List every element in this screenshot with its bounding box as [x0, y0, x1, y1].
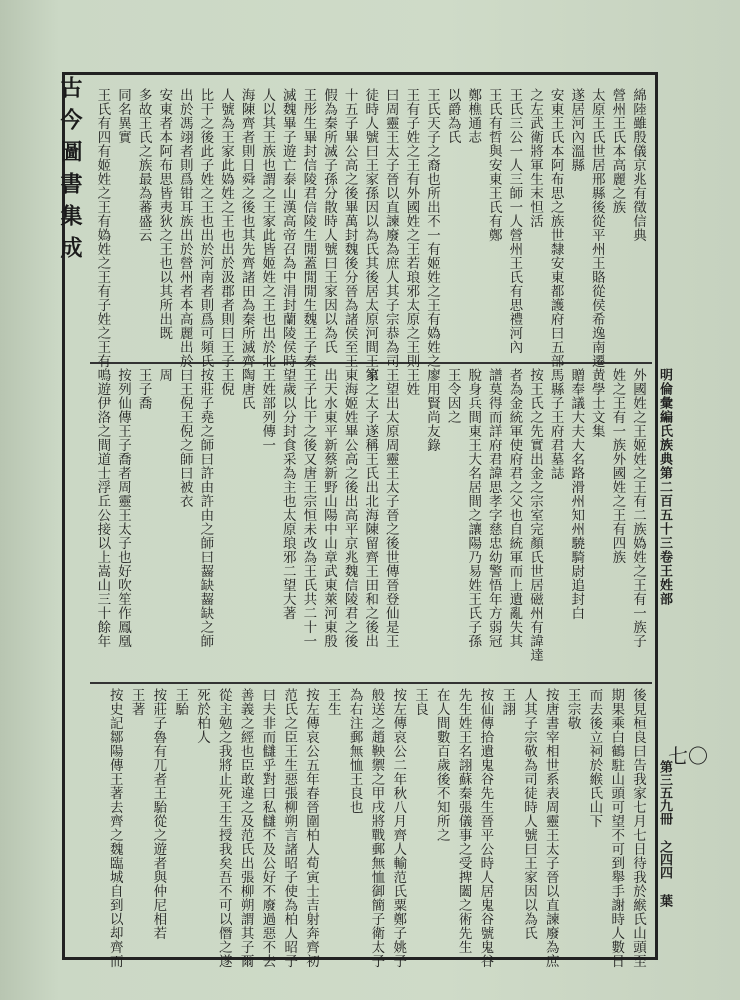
upper-columns-line: 安東王氏本阿布思之族世隸安東都護府曰五部: [547, 88, 564, 368]
middle-columns-line: 陶唐氏: [238, 368, 255, 410]
lower-columns-line: 而去後立祠於緱氏山下: [586, 688, 603, 828]
middle-columns-line: 王倪: [218, 368, 234, 396]
middle-columns-line: 按列仙傳王子喬者周靈王太子也好吹笙作鳳凰: [115, 368, 131, 648]
middle-columns-line: 王姓部列傳一: [259, 368, 276, 452]
volume-label: 第三五九冊 之四四 葉: [657, 760, 672, 907]
lower-columns-line: 按唐書宰相世系表周靈王太子晉以直諫廢為庶: [542, 688, 559, 968]
lower-columns-line: 按仙傳拾遺鬼谷先生晉平公時人居鬼谷號鬼谷: [477, 688, 494, 968]
middle-columns-line: 鳴遊伊洛之間道士浮丘公接以上嵩山三十餘年: [94, 368, 111, 648]
spine-title: 古今圖書集成: [57, 76, 83, 268]
upper-columns-line: 假為秦所滅子孫分散時人號曰王家因以為氏: [321, 88, 337, 354]
upper-columns-line: 王有子姓之王有外國姓之王若琅邪太原之王則: [403, 88, 420, 368]
middle-columns-line: 者為金統軍使府君之父也自統軍而上遺亂失其: [506, 368, 523, 648]
middle-columns-line: 贈奉議大夫大名路滑州知州驍騎尉追封白: [568, 368, 585, 620]
upper-columns-line: 王彤生畢封信陵君信陵生閒蓋閒閒生魏王子秦: [300, 88, 317, 368]
upper-columns-line: 太原王氏世居邢縣後從平州王賂從侯希逸南遷: [588, 88, 605, 368]
upper-columns-line: 人以其王族也謂之王家此皆姬姓之王也出於北: [259, 88, 276, 368]
middle-columns-line: 出天水東平新蔡新野山陽中山章武東萊河東殷: [321, 368, 337, 648]
middle-columns-line: 曰王倪王倪之師曰被衣: [176, 368, 193, 508]
middle-columns-line: 馬縣子王府君墓誌: [547, 368, 564, 480]
upper-columns-line: 人號為王家此媯姓之王也出於汲郡者則曰王子: [218, 88, 234, 368]
page-number: 七〇: [668, 744, 708, 768]
upper-columns-line: 王氏有四有姬姓之王有媯姓之王有子姓之王有: [94, 88, 111, 368]
lower-columns-line: 善義之經也臣敢違之及范氏出張柳朔謂其子爾: [237, 688, 254, 968]
middle-columns-line: 望歲以分封食采為主也太原琅邪二望大著: [279, 368, 296, 620]
lower-columns-line: 按史記鄒陽傳王著去齊之魏臨城自到以却齊而: [106, 688, 123, 968]
section-divider-bottom: [90, 682, 652, 684]
lower-columns-line: 從主勉之我將止死王生授我矣吾不可以僭之遂: [215, 688, 232, 968]
middle-columns-line: 王姓: [403, 368, 420, 396]
lower-columns-line: 死於柏人: [194, 688, 210, 744]
lower-columns-line: 按莊子魯有兀者王駘從之遊者與仲尼相若: [150, 688, 167, 940]
middle-columns-line: 黄學士文集: [588, 368, 605, 438]
middle-columns-line: 譜莫得而詳府君諱思孝字慈忠幼警悟年方弱冠: [485, 368, 502, 648]
middle-columns-line: 按王氏之先實出金之宗室完顏氏世居磁州有諱達: [527, 368, 543, 662]
upper-columns-line: 十五子畢公高之後畢萬封魏後分晉為諸侯至王: [341, 88, 358, 368]
lower-columns-line: 為右注郵無恤王良也: [346, 688, 363, 814]
upper-columns-line: 海陳齊者則日舜之後也其先齊諸田為秦所滅齊: [238, 88, 255, 368]
middle-columns-line: 東海姬姓畢公高之後出高平京兆魏信陵君之後: [341, 368, 358, 648]
lower-columns-line: 在人間數百歲後不知所之: [433, 688, 450, 842]
upper-columns-line: 安東者本阿布思皆夷狄之王也以其所出既: [156, 88, 173, 340]
upper-columns-line: 同名異實: [115, 88, 131, 144]
lower-columns-line: 王宗敬: [564, 688, 581, 730]
upper-columns-line: 營州王氏本高麗之族: [609, 88, 626, 214]
upper-columns-line: 王氏天子之裔也所出不一有姬姓之王有媯姓之: [424, 88, 440, 368]
lower-columns-line: 范氏之臣王生惡張柳朔言諸昭子使為柏人昭子: [281, 688, 298, 968]
middle-columns-line: 王令因之: [444, 368, 461, 424]
upper-columns-line: 王氏三公一人三師一人營州王氏有思禮河內: [506, 88, 523, 354]
lower-columns-line: 王駘: [172, 688, 189, 716]
lower-columns-line: 期果乘白鶴駐山頭可望不可到舉手謝時人數日: [608, 688, 625, 968]
lower-columns-line: 按左傳哀公二年秋八月齊人輸范氏粟鄭子姚子: [390, 688, 407, 968]
upper-columns-line: 鄭樵通志: [465, 88, 482, 144]
middle-columns-line: 外國姓之王姬姓之王有二族媯姓之王有一族子: [630, 368, 646, 648]
upper-columns-line: 遂居河內溫縣: [568, 88, 585, 172]
upper-columns-line: 多故王氏之族最為蕃盛云: [135, 88, 152, 242]
upper-columns-line: 徒時人號曰王家孫因以為氏其後居太原河間王第: [362, 88, 379, 382]
lower-columns-line: 王良: [412, 688, 428, 716]
middle-columns-line: 按莊子堯之師曰許由許由之師曰齧缺齧缺之師: [197, 368, 214, 648]
upper-columns-line: 比干之後此子姓之王也出於河南者則爲可頻氏: [197, 88, 214, 368]
lower-columns-line: 人其子宗敬為司徒時人號曰王家因以為氏: [521, 688, 537, 940]
series-label: 明倫彙編氏族典第二百五十三卷王姓部: [657, 368, 672, 606]
lower-columns-line: 先生姓王名詡蘇秦張儀事之受捭闔之術先生: [455, 688, 472, 954]
lower-columns-line: 王著: [128, 688, 145, 716]
upper-columns-line: 滅魏畢子遊亡泰山漢高帝召為中涓封蘭陵侯時: [279, 88, 296, 368]
upper-columns-line: 曰周靈王太子晉以直諫廢為庶人其子宗恭為司: [382, 88, 399, 368]
middle-columns-line: 王子喬: [135, 368, 152, 410]
middle-columns-line: 王望出太原周靈王太子晉之後世傳晉登仙是王: [382, 368, 399, 648]
middle-columns-line: 脫身兵間東王大名居間之讓陽乃易姓王氏子孫: [465, 368, 482, 648]
upper-columns-line: 出於馮翊者則爲钳耳族出於營州者本高麗出於: [176, 88, 193, 368]
middle-columns-line: 廖用賢尚友錄: [424, 368, 440, 452]
middle-columns-line: 王子比干之後又唐王宗恒未改為王氏共二十一: [300, 368, 317, 648]
upper-columns-line: 王氏有哲與安東王氏有鄭: [485, 88, 502, 242]
upper-columns-line: 以爵為氏: [444, 88, 461, 144]
middle-columns-line: 家之太子遂稱王氏出北海陳留齊王田和之後出: [362, 368, 379, 648]
lower-columns-line: 後見桓良曰告我家七月七日待我於緱氏山頭至: [630, 688, 646, 968]
upper-columns-line: 之左武衛將軍生末怛活: [527, 88, 543, 228]
lower-columns-line: 按左傳哀公五年春晉圍柏人荀寅士吉射奔齊初: [303, 688, 319, 968]
lower-columns-line: 王生: [324, 688, 341, 716]
middle-columns-line: 周: [156, 368, 173, 382]
upper-columns-line: 綿陸雖殷儀京兆有徵信典: [630, 88, 646, 242]
lower-columns-line: 王詡: [499, 688, 516, 716]
lower-columns-line: 般送之趙鞅禦之甲戌將戰郵無恤御簡子衛太子: [368, 688, 385, 968]
middle-columns-line: 姓之王有一族外國姓之王有四族: [609, 368, 626, 564]
lower-columns-line: 曰夫非而讎乎對曰私讎不及公好不廢過惡不去: [259, 688, 276, 968]
